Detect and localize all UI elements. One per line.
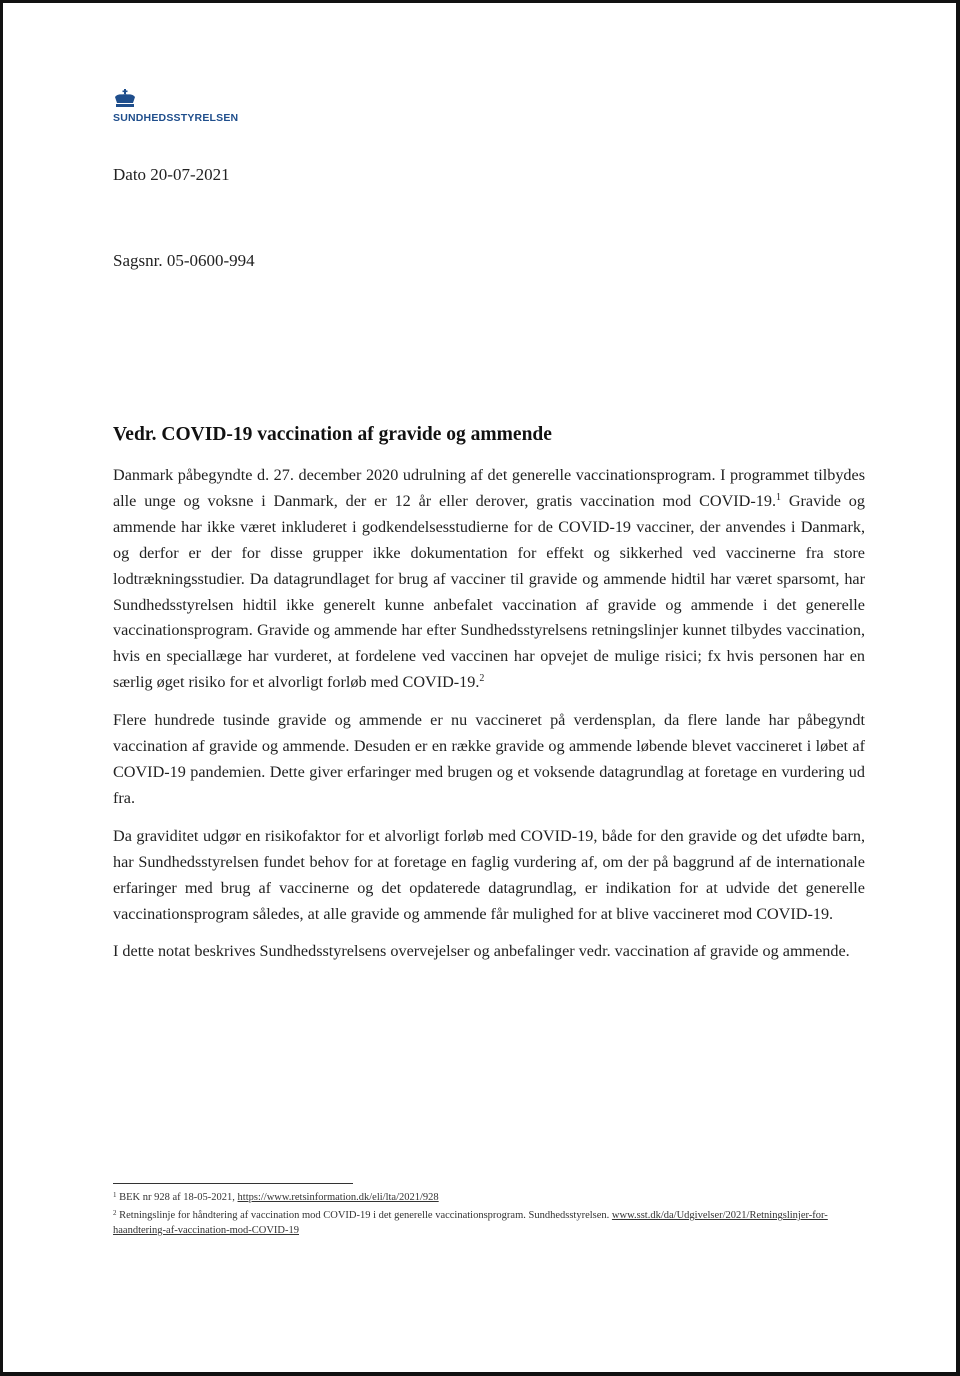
paragraph: I dette notat beskrives Sundhedsstyrelsens overvejelser og anbefalinger vedr. vaccination af gravide og ammende. bbox=[113, 942, 850, 961]
footnote bbox=[113, 1190, 865, 1205]
footnote-separator bbox=[113, 1183, 353, 1184]
footnote-link[interactable]: https://www.retsinformation.dk/eli/lta/2021/928 bbox=[237, 1192, 439, 1203]
paragraph-text: Danmark påbegyndte d. 27. december 2020 udrulning af det generelle vaccinationsprogram. I programmet tilbydes alle unge og voksne i Danmark, der er 12 år eller derover, gratis vaccination mod COVID-19. bbox=[113, 466, 865, 510]
paragraph bbox=[113, 463, 865, 696]
footnote bbox=[113, 1208, 865, 1238]
paragraph: Flere hundrede tusinde gravide og ammende er nu vaccineret på verdensplan, da flere lande har påbegyndt vaccination af gravide og ammende. Desuden er en række gravide og ammende løbende blevet vaccineret i løbet af COVID-19 pandemien. Dette giver erfaringer med brugen og et voksende datagrundlag at foretage en vurdering ud fra. bbox=[113, 711, 865, 807]
sundhedsstyrelsen-logo bbox=[113, 87, 283, 129]
document-title: Vedr. COVID-19 vaccination af gravide og ammende bbox=[113, 424, 552, 445]
footnote-number: 1 bbox=[113, 1191, 117, 1199]
document-body bbox=[113, 463, 865, 977]
paragraph: Da graviditet udgør en risikofaktor for et alvorligt forløb med COVID-19, både for den gravide og det ufødte barn, har Sundhedsstyrelsen fundet behov for at foretage en faglig vurdering af, om der på baggrund af de internationale erfaringer med brug af vaccinerne og det opdaterede datagrundlag, er indikation for at udvide det generelle vaccinationsprogram således, at alle gravide og ammende får mulighed for at blive vaccineret mod COVID-19. bbox=[113, 826, 865, 923]
paragraph-text: Gravide og ammende har ikke været inkluderet i godkendelsesstudierne for de COVID-19 vacciner, der anvendes i Danmark, og derfor er der for disse grupper ikke dokumentation for effekt og sikkerhed ved vaccinerne fra store lodtrækningsstudier. Da datagrundlaget for brug af vacciner til gravide og ammende hidtil har været sparsomt, har Sundhedsstyrelsen hidtil ikke generelt kunne anbefalet vaccination af gravide og ammende i det generelle vaccinationsprogram. Gravide og ammende har efter Sundhedsstyrelsens retningslinjer kunnet tilbydes vaccination, hvis en speciallæge har vurderet, at fordelene ved vaccinen har opvejet de mulige risici; fx hvis personen har en særlig øget risiko for et alvorligt forløb med COVID-19. bbox=[113, 491, 865, 692]
org-name: SUNDHEDSSTYRELSEN bbox=[113, 112, 239, 124]
footnote-text: Retningslinje for håndtering af vaccination mod COVID-19 i det generelle vaccinationsprogram. Sundhedsstyrelsen. bbox=[116, 1210, 612, 1221]
case-number: Sagsnr. 05-0600-994 bbox=[113, 251, 255, 270]
document-date: Dato 20-07-2021 bbox=[113, 165, 230, 184]
footnote-number: 2 bbox=[113, 1209, 117, 1217]
footnote-ref[interactable]: 2 bbox=[479, 673, 485, 685]
footnotes bbox=[113, 1190, 865, 1241]
crown-icon bbox=[113, 89, 137, 109]
footnote-text: BEK nr 928 af 18-05-2021, bbox=[116, 1192, 238, 1203]
footnote-ref[interactable]: 1 bbox=[776, 491, 781, 503]
footnote-link[interactable]: www.sst.dk/da/Udgivelser/2021/Retningslinjer-for-haandtering-af-vaccination-mod-COVID-19 bbox=[113, 1210, 828, 1236]
